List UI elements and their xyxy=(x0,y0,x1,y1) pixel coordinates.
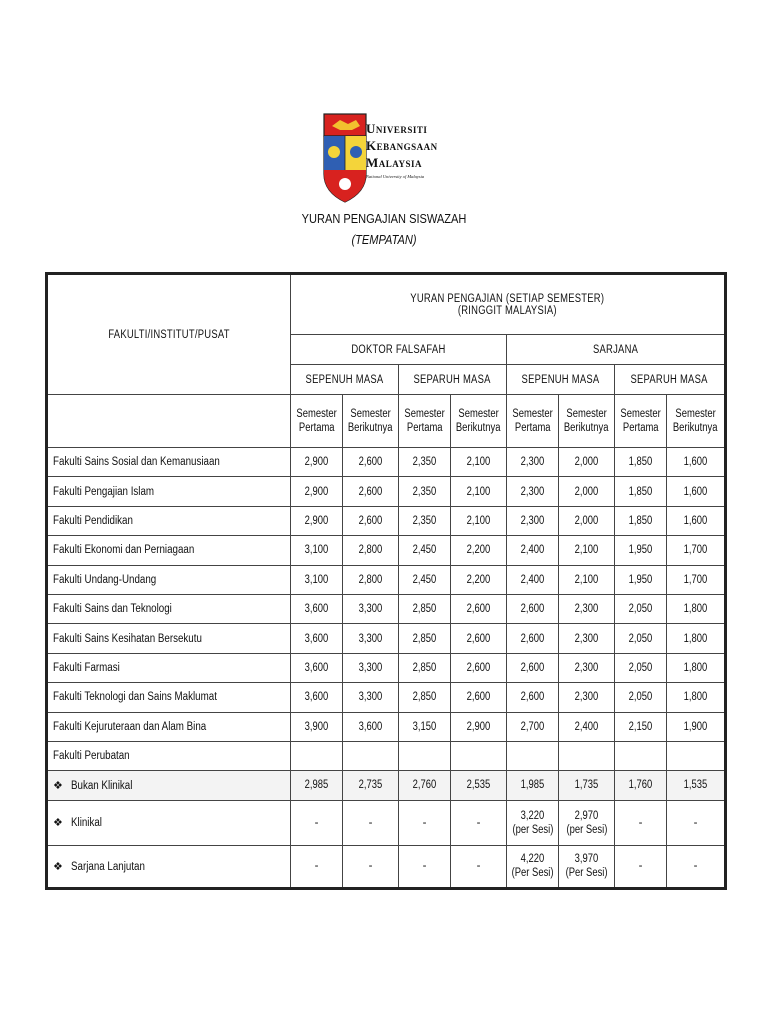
fee-cell: 1,700 xyxy=(667,565,726,594)
page-title: YURAN PENGAJIAN SISWAZAH xyxy=(301,211,467,226)
fee-cell: 1,900 xyxy=(667,712,726,741)
fee-cell: 1,800 xyxy=(667,653,726,682)
phd-header: DOKTOR FALSAFAH xyxy=(291,335,507,365)
fee-cell: 2,200 xyxy=(451,536,507,565)
fee-cell: 2,400 xyxy=(507,565,559,594)
fee-cell: 3,600 xyxy=(291,624,343,653)
faculty-rows xyxy=(47,448,726,742)
fee-cell: 3,600 xyxy=(291,683,343,712)
fee-cell: 2,350 xyxy=(399,506,451,535)
table-row xyxy=(47,594,726,623)
fee-cell: 2,600 xyxy=(451,624,507,653)
diamond-bullet-icon: ❖ xyxy=(53,860,63,873)
fee-cell: 2,800 xyxy=(343,565,399,594)
empty-header-cell xyxy=(47,395,291,448)
fee-cell: 2,050 xyxy=(615,624,667,653)
fee-cell: 2,900 xyxy=(291,448,343,477)
table-row xyxy=(47,653,726,682)
fee-cell: 3,300 xyxy=(343,624,399,653)
faculty-name: Fakulti Ekonomi dan Perniagaan xyxy=(47,536,291,565)
sem-next-header: Semester Berikutnya xyxy=(559,395,615,448)
fee-cell: 2,050 xyxy=(615,653,667,682)
faculty-name: Fakulti Pendidikan xyxy=(47,506,291,535)
table-row xyxy=(47,536,726,565)
fee-cell: 3,600 xyxy=(291,594,343,623)
fee-cell: 1,850 xyxy=(615,477,667,506)
fee-cell: 2,000 xyxy=(559,448,615,477)
faculty-name: Fakulti Undang-Undang xyxy=(47,565,291,594)
fee-cell: 3,600 xyxy=(291,653,343,682)
fee-cell: 1,600 xyxy=(667,448,726,477)
fee-cell: 3,100 xyxy=(291,536,343,565)
fee-cell: 3,150 xyxy=(399,712,451,741)
fee-cell: 2,900 xyxy=(291,506,343,535)
table-row xyxy=(47,448,726,477)
fee-cell: 3,300 xyxy=(343,653,399,682)
fee-cell: 2,900 xyxy=(291,477,343,506)
fee-cell: 2,850 xyxy=(399,683,451,712)
fee-cell: 2,050 xyxy=(615,594,667,623)
fee-cell: 3,600 xyxy=(343,712,399,741)
fee-cell: 1,800 xyxy=(667,683,726,712)
diamond-bullet-icon: ❖ xyxy=(53,779,63,792)
fee-cell: 2,600 xyxy=(507,624,559,653)
fee-cell: 1,800 xyxy=(667,624,726,653)
logo-line-2: Kebangsaan xyxy=(366,138,438,153)
postgrad-row: ❖ Sarjana Lanjutan - - - - 4,220 (Per Sesi) 3,970 (Per Sesi) - - xyxy=(47,845,726,888)
fee-cell: 2,600 xyxy=(507,594,559,623)
table-row xyxy=(47,506,726,535)
fee-cell: 2,900 xyxy=(451,712,507,741)
sem-first-header: Semester Pertama xyxy=(507,395,559,448)
faculty-name: Fakulti Kejuruteraan dan Alam Bina xyxy=(47,712,291,741)
clinical-label: ❖ Klinikal xyxy=(47,800,291,845)
postgrad-label: ❖ Sarjana Lanjutan xyxy=(47,845,291,888)
semester-header-row xyxy=(47,395,726,448)
fee-cell: 1,600 xyxy=(667,477,726,506)
sem-first-header: Semester Pertama xyxy=(291,395,343,448)
fee-cell: 1,950 xyxy=(615,565,667,594)
fee-cell: 2,350 xyxy=(399,477,451,506)
fee-cell: 2,100 xyxy=(559,565,615,594)
fee-cell: 2,300 xyxy=(507,506,559,535)
fee-cell: 2,200 xyxy=(451,565,507,594)
table-row xyxy=(47,712,726,741)
fee-cell: 3,100 xyxy=(291,565,343,594)
fee-cell: 2,850 xyxy=(399,594,451,623)
faculty-name: Fakulti Sains Kesihatan Bersekutu xyxy=(47,624,291,653)
phd-full-time-header: SEPENUH MASA xyxy=(291,365,399,395)
fee-cell: 2,600 xyxy=(451,683,507,712)
fee-cell: 2,600 xyxy=(507,683,559,712)
fee-cell: 2,100 xyxy=(451,477,507,506)
fee-cell: 2,800 xyxy=(343,536,399,565)
fee-cell: 2,300 xyxy=(559,683,615,712)
fee-cell: 2,700 xyxy=(507,712,559,741)
logo-line-3: Malaysia xyxy=(366,155,422,170)
masters-full-time-header: SEPENUH MASA xyxy=(507,365,615,395)
fee-table xyxy=(45,272,727,890)
phd-part-time-header: SEPARUH MASA xyxy=(399,365,507,395)
fee-cell: 2,050 xyxy=(615,683,667,712)
fee-cell: 2,600 xyxy=(343,477,399,506)
fee-cell: 1,850 xyxy=(615,506,667,535)
medicine-label: Fakulti Perubatan xyxy=(47,741,291,770)
fee-cell: 1,850 xyxy=(615,448,667,477)
fee-cell: 2,450 xyxy=(399,565,451,594)
fee-cell: 2,300 xyxy=(507,448,559,477)
logo-tagline: National University of Malaysia xyxy=(366,174,425,179)
fee-cell: 2,600 xyxy=(507,653,559,682)
faculty-name: Fakulti Sains dan Teknologi xyxy=(47,594,291,623)
table-row xyxy=(47,477,726,506)
fee-cell: 2,600 xyxy=(451,653,507,682)
sem-next-header: Semester Berikutnya xyxy=(451,395,507,448)
faculty-name: Fakulti Pengajian Islam xyxy=(47,477,291,506)
fee-cell: 1,950 xyxy=(615,536,667,565)
fee-cell: 3,300 xyxy=(343,683,399,712)
fee-cell: 2,350 xyxy=(399,448,451,477)
fee-cell: 2,300 xyxy=(559,594,615,623)
fee-cell: 2,150 xyxy=(615,712,667,741)
logo-wordmark xyxy=(366,120,438,179)
masters-header: SARJANA xyxy=(507,335,726,365)
page-subtitle: (TEMPATAN) xyxy=(351,232,417,247)
clinical-row: ❖ Klinikal - - - - 3,220 (per Sesi) 2,970 (per Sesi) - - xyxy=(47,800,726,845)
faculty-name: Fakulti Sains Sosial dan Kemanusiaan xyxy=(47,448,291,477)
fee-cell: 2,600 xyxy=(451,594,507,623)
table-row xyxy=(47,683,726,712)
fee-cell: 2,850 xyxy=(399,653,451,682)
fee-cell: 2,300 xyxy=(559,653,615,682)
faculty-name: Fakulti Teknologi dan Sains Maklumat xyxy=(47,683,291,712)
fee-cell: 2,000 xyxy=(559,506,615,535)
sem-first-header: Semester Pertama xyxy=(399,395,451,448)
fee-cell: 2,600 xyxy=(343,448,399,477)
table-row xyxy=(47,624,726,653)
nonclinical-row: ❖ Bukan Klinikal 2,985 2,735 2,760 2,535 1,985 1,735 1,760 1,535 xyxy=(47,771,726,800)
fee-group-header: YURAN PENGAJIAN (SETIAP SEMESTER) (RINGGIT MALAYSIA) xyxy=(291,274,726,335)
logo-line-1: Universiti xyxy=(366,121,428,136)
fee-cell: 2,300 xyxy=(507,477,559,506)
fee-cell: 1,700 xyxy=(667,536,726,565)
fee-cell: 2,100 xyxy=(451,506,507,535)
fee-cell: 2,850 xyxy=(399,624,451,653)
faculty-column-header: FAKULTI/INSTITUT/PUSAT xyxy=(47,274,291,395)
ukm-crest-icon xyxy=(322,112,368,204)
medicine-row xyxy=(47,741,726,770)
sem-next-header: Semester Berikutnya xyxy=(343,395,399,448)
fee-cell: 2,000 xyxy=(559,477,615,506)
fee-cell: 2,600 xyxy=(343,506,399,535)
fee-cell: 1,600 xyxy=(667,506,726,535)
fee-cell: 2,100 xyxy=(559,536,615,565)
fee-cell: 2,400 xyxy=(559,712,615,741)
fee-cell: 3,900 xyxy=(291,712,343,741)
masters-part-time-header: SEPARUH MASA xyxy=(615,365,726,395)
nonclinical-label: ❖ Bukan Klinikal xyxy=(47,771,291,800)
fee-cell: 3,300 xyxy=(343,594,399,623)
fee-cell: 2,450 xyxy=(399,536,451,565)
sem-next-header: Semester Berikutnya xyxy=(667,395,726,448)
sem-first-header: Semester Pertama xyxy=(615,395,667,448)
ukm-logo xyxy=(322,112,452,204)
fee-cell: 2,100 xyxy=(451,448,507,477)
table-row xyxy=(47,565,726,594)
fee-cell: 1,800 xyxy=(667,594,726,623)
diamond-bullet-icon: ❖ xyxy=(53,817,63,830)
fee-cell: 2,300 xyxy=(559,624,615,653)
fee-cell: 2,400 xyxy=(507,536,559,565)
faculty-name: Fakulti Farmasi xyxy=(47,653,291,682)
